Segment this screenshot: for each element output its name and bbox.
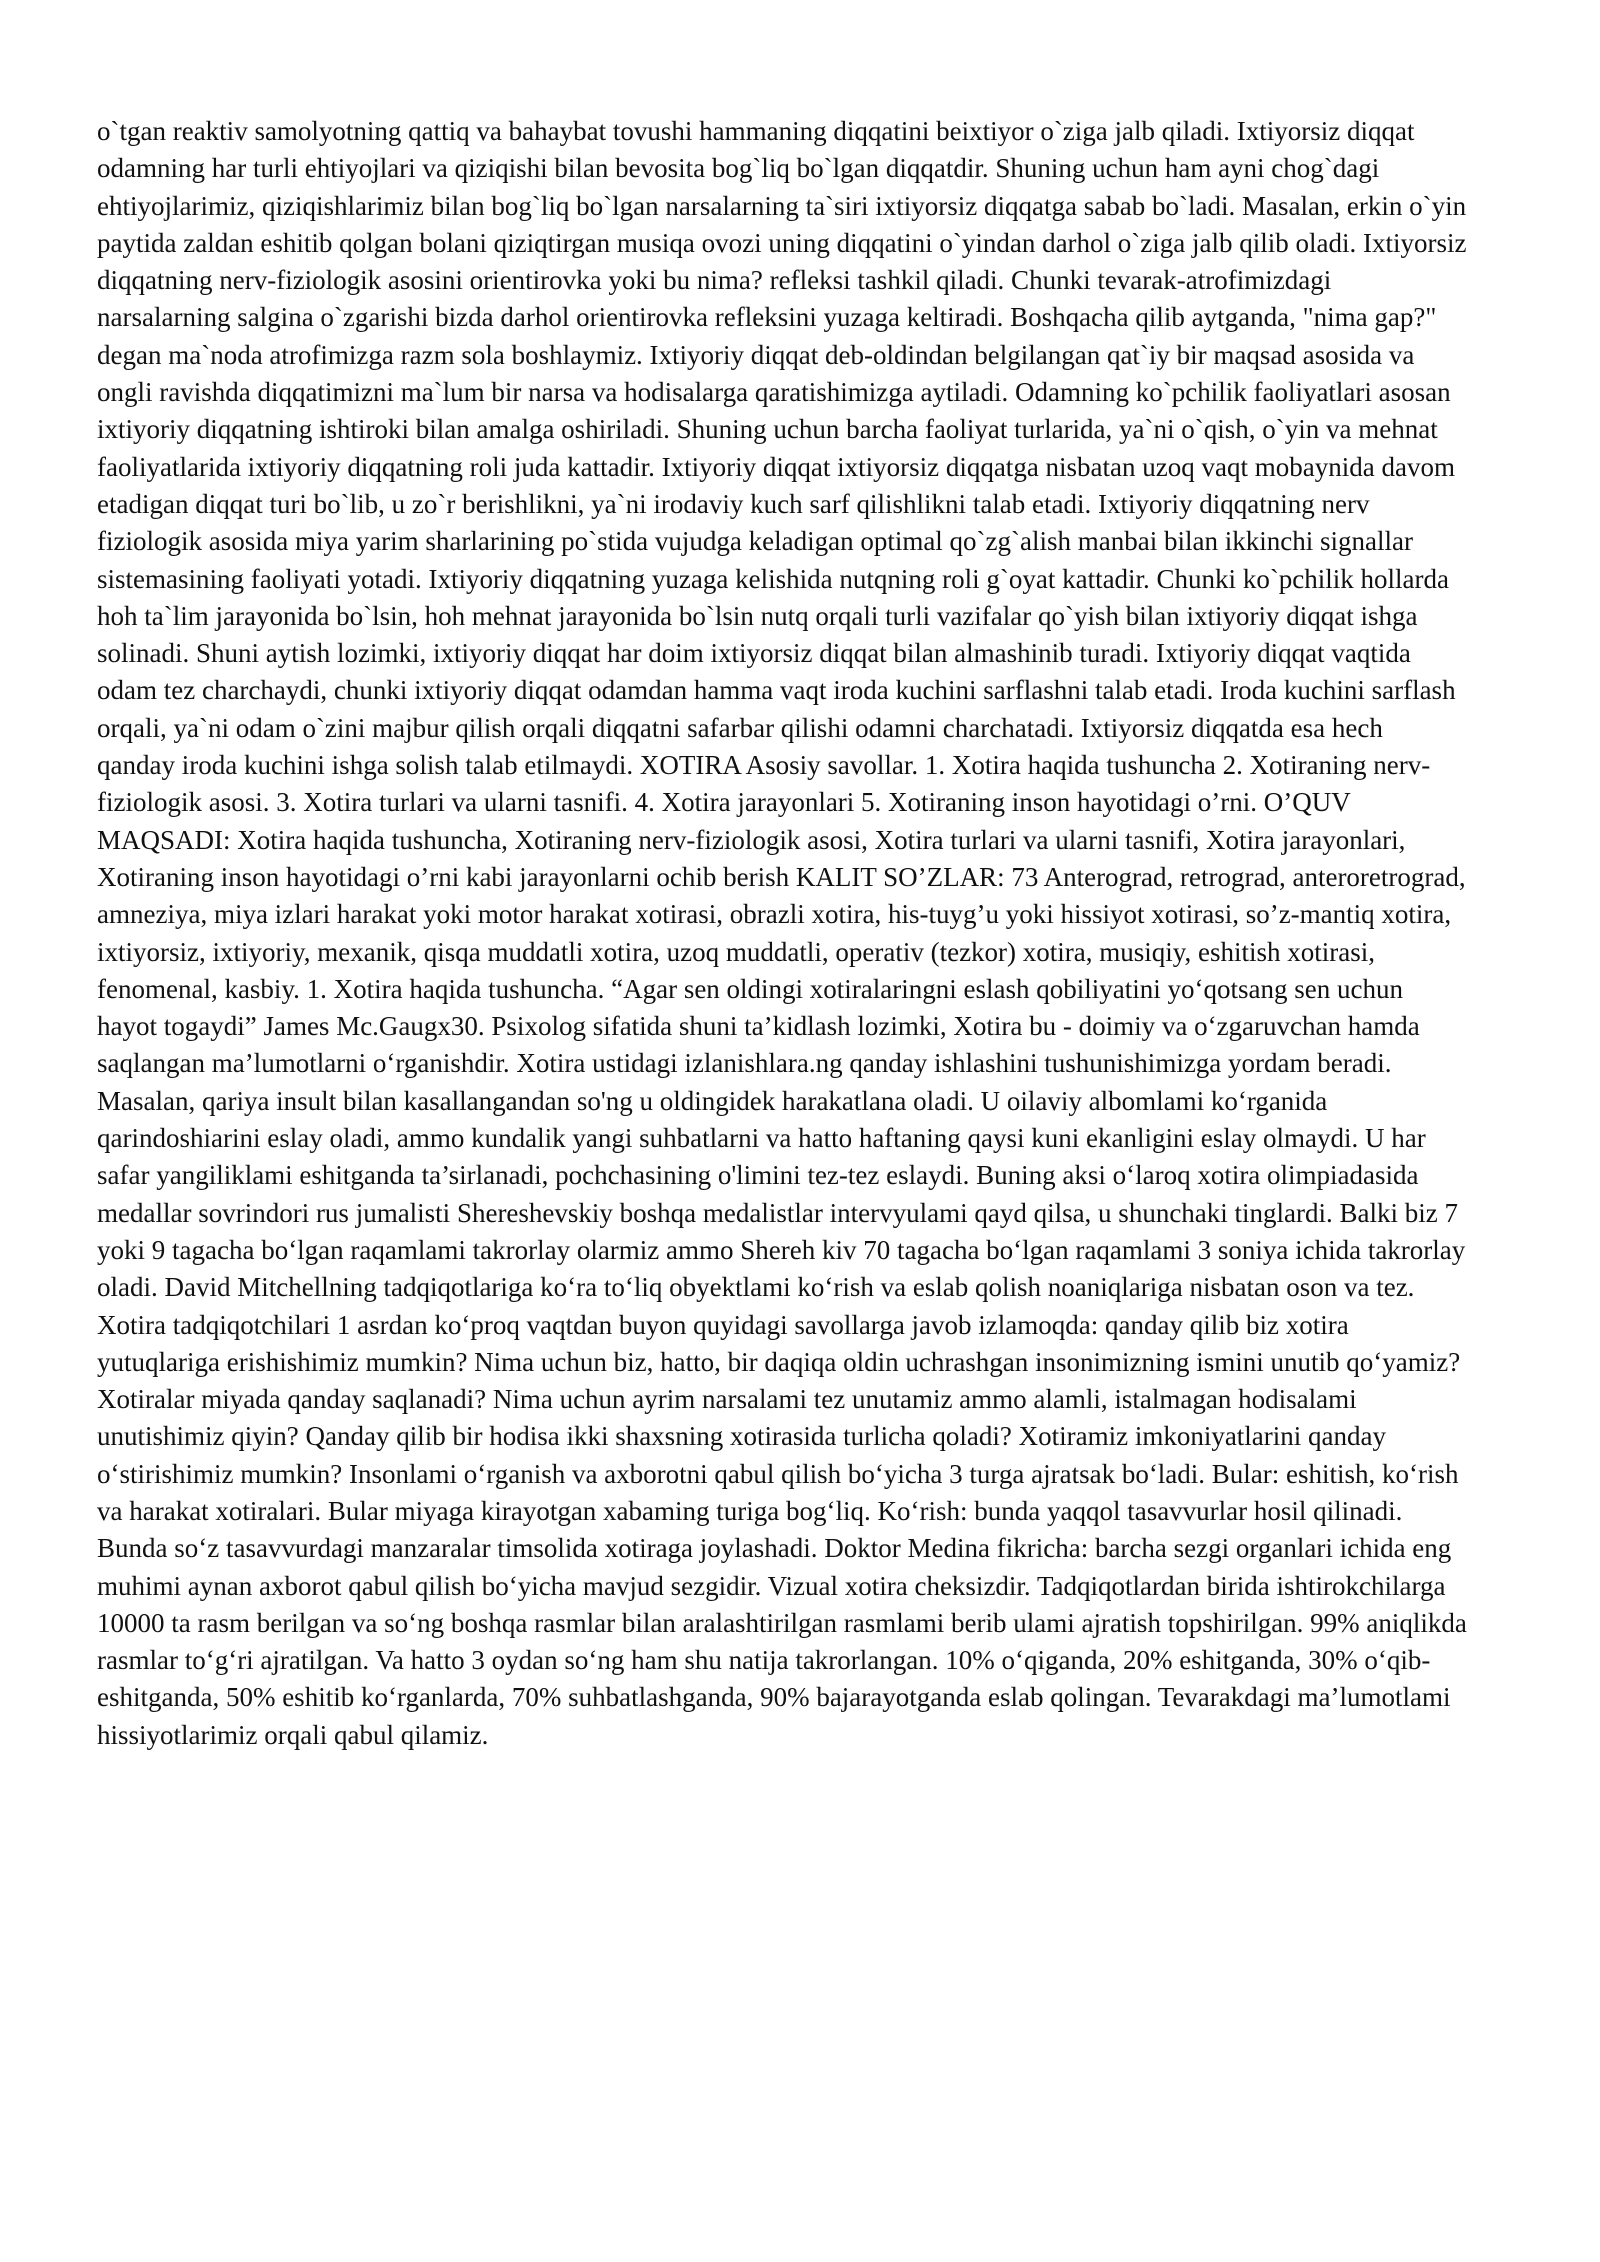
- body-text: o`tgan reaktiv samolyotning qattiq va bahaybat tovushi hammaning diqqatini beixtiyor o`ziga jalb qiladi. Ixtiyorsiz diqqat odamning har turli ehtiyojlari va qiziqishi bilan bevosita bog`liq bo`lgan diqqatdir. Shuning uchun ham ayni chog`dagi ehtiyojlarimiz, qiziqishlarimiz bilan bog`liq bo`lgan narsalarning ta`siri ixtiyorsiz diqqatga sabab bo`ladi. Masalan, erkin o`yin paytida zaldan eshitib qolgan bolani qiziqtirgan musiqa ovozi uning diqqatini o`yindan darhol o`ziga jalb qilib oladi. Ixtiyorsiz diqqatning nerv-fiziologik asosini orientirovka yoki bu nima? refleksi tashkil qiladi. Chunki tevarak-atrofimizdagi narsalarning salgina o`zgarishi bizda darhol orientirovka refleksini yuzaga keltiradi. Boshqacha qilib aytganda, "nima gap?" degan ma`noda atrofimizga razm sola boshlaymiz. Ixtiyoriy diqqat deb-oldindan belgilangan qat`iy bir maqsad asosida va ongli ravishda diqqatimizni ma`lum bir narsa va hodisalarga qaratishimizga aytiladi. Odamning ko`pchilik faoliyatlari asosan ixtiyoriy diqqatning ishtiroki bilan amalga oshiriladi. Shuning uchun barcha faoliyat turlarida, ya`ni o`qish, o`yin va mehnat faoliyatlarida ixtiyoriy diqqatning roli juda kattadir. Ixtiyoriy diqqat ixtiyorsiz diqqatga nisbatan uzoq vaqt mobaynida davom etadigan diqqat turi bo`lib, u zo`r berishlikni, ya`ni irodaviy kuch sarf qilishlikni talab etadi. Ixtiyoriy diqqatning nerv fiziologik asosida miya yarim sharlarining po`stida vujudga keladigan optimal qo`zg`alish manbai bilan ikkinchi signallar sistemasining faoliyati yotadi. Ixtiyoriy diqqatning yuzaga kelishida nutqning roli g`oyat kattadir. Chunki ko`pchilik hollarda hoh ta`lim jarayonida bo`lsin, hoh mehnat jarayonida bo`lsin nutq orqali turli vazifalar qo`yish bilan ixtiyoriy diqqat ishga solinadi. Shuni aytish lozimki, ixtiyoriy diqqat har doim ixtiyorsiz diqqat bilan almashinib turadi. Ixtiyoriy diqqat vaqtida odam tez charchaydi, chunki ixtiyoriy diqqat odamdan hamma vaqt iroda kuchini sarflashni talab etadi. Iroda kuchini sarflash orqali, ya`ni odam o`zini majbur qilish orqali diqqatni safarbar qilishi odamni charchatadi. Ixtiyorsiz diqqatda esa hech qanday iroda kuchini ishga solish talab etilmaydi. XOTIRA Asosiy savollar. 1. Xotira haqida tushuncha 2. Xotiraning nerv-fiziologik asosi. 3. Xotira turlari va ularni tasnifi. 4. Xotira jarayonlari 5. Xotiraning inson hayotidagi o’rni. O’QUV MAQSADI: Xotira haqida tushuncha, Xotiraning nerv-fiziologik asosi, Xotira turlari va ularni tasnifi, Xotira jarayonlari, Xotiraning inson hayotidagi o’rni kabi jarayonlarni ochib berish KALIT SO’ZLAR: 73 Anterograd, retrograd, anteroretrograd, amneziya, miya izlari harakat yoki motor harakat xotirasi, obrazli xotira, his-tuyg’u yoki hissiyot xotirasi, so’z-mantiq xotira, ixtiyorsiz, ixtiyoriy, mexanik, qisqa muddatli xotira, uzoq muddatli, operativ (tezkor) xotira, musiqiy, eshitish xotirasi, fenomenal, kasbiy. 1. Xotira haqida tushuncha. “Agar sen oldingi xotiralaringni eslash qobiliyatini yo‘qotsang sen uchun hayot togaydi” James Mc.Gaugx30. Psixolog sifatida shuni ta’kidlash lozimki, Xotira bu - doimiy va o‘zgaruvchan hamda saqlangan ma’lumotlarni o‘rganishdir. Xotira ustidagi izlanishlara.ng qanday ishlashini tushunishimizga yordam beradi. Masalan, qariya insult bilan kasallangandan so'ng u oldingidek harakatlana oladi. U oilaviy albomlami ko‘rganida qarindoshiarini eslay oladi, ammo kundalik yangi suhbatlarni va hatto haftaning qaysi kuni ekanligini eslay olmaydi. U har safar yangiliklami eshitganda ta’sirlanadi, pochchasining o'limini tez-tez eslaydi. Buning aksi o‘laroq xotira olimpiadasida medallar sovrindori rus jumalisti Shereshevskiy boshqa medalistlar intervyulami qayd qilsa, u shunchaki tinglardi. Balki biz 7 yoki 9 tagacha bo‘lgan raqamlami takrorlay olarmiz ammo Shereh kiv 70 tagacha bo‘lgan raqamlami 3 soniya ichida takrorlay oladi. David Mitchellning tadqiqotlariga ko‘ra to‘liq obyektlami ko‘rish va eslab qolish noaniqlariga nisbatan oson va tez. Xotira tadqiqotchilari 1 asrdan ko‘proq vaqtdan buyon quyidagi savollarga javob izlamoqda: qanday qilib biz xotira yutuqlariga erishishimiz mumkin? Nima uchun biz, hatto, bir daqiqa oldin uchrashgan insonimizning ismini unutib qo‘yamiz? Xotiralar miyada qanday saqlanadi? Nima uchun ayrim narsalami tez unutamiz ammo alamli, istalmagan hodisalami unutishimiz qiyin? Qanday qilib bir hodisa ikki shaxsning xotirasida turlicha qoladi? Xotiramiz imkoniyatlarini qanday o‘stirishimiz mumkin? Insonlami o‘rganish va axborotni qabul qilish bo‘yicha 3 turga ajratsak bo‘ladi. Bular: eshitish, ko‘rish va harakat xotiralari. Bular miyaga kirayotgan xabaming turiga bog‘liq. Ko‘rish: bunda yaqqol tasavvurlar hosil qilinadi. Bunda so‘z tasavvurdagi manzaralar timsolida xotiraga joylashadi. Doktor Medina fikricha: barcha sezgi organlari ichida eng muhimi aynan axborot qabul qilish bo‘yicha mavjud sezgidir. Vizual xotira cheksizdir. Tadqiqotlardan birida ishtirokchilarga 10000 ta rasm berilgan va so‘ng boshqa rasmlar bilan aralashtirilgan rasmlami berib ulami ajratish topshirilgan. 99% aniqlikda rasmlar to‘g‘ri ajratilgan. Va hatto 3 oydan so‘ng ham shu natija takrorlangan. 10% o‘qiganda, 20% eshitganda, 30% o‘qib-eshitganda, 50% eshitib ko‘rganlarda, 70% suhbatlashganda, 90% bajarayotganda eslab qolingan. Tevarakdagi ma’lumotlami hissiyotlarimiz orqali qabul qilamiz.: [97, 116, 1467, 1750]
